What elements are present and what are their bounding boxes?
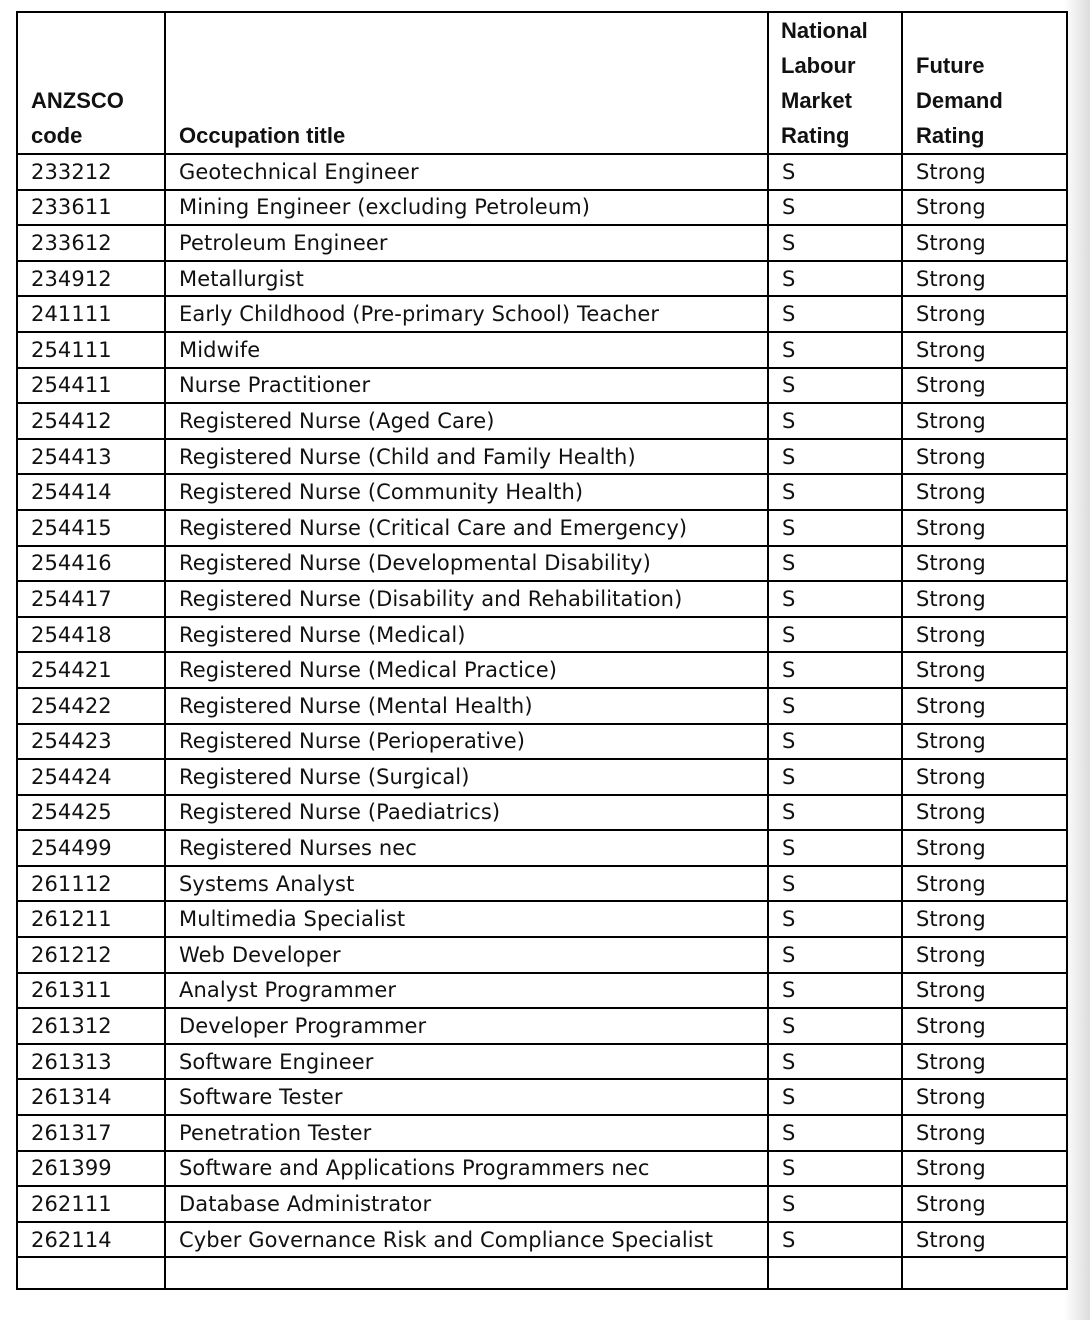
table-body	[17, 154, 1067, 1289]
national-rating-cell: S	[768, 190, 902, 226]
occupation-title-cell: Multimedia Specialist	[165, 901, 768, 937]
future-rating-cell: Strong	[902, 617, 1067, 653]
occupation-title-cell: Registered Nurse (Perioperative)	[165, 724, 768, 760]
table-row	[17, 225, 1067, 261]
occupation-title-cell: Systems Analyst	[165, 866, 768, 902]
occupation-title-cell: Registered Nurse (Surgical)	[165, 759, 768, 795]
table-row	[17, 901, 1067, 937]
national-rating-cell: S	[768, 759, 902, 795]
table-row	[17, 830, 1067, 866]
national-rating-cell: S	[768, 652, 902, 688]
table-row	[17, 1079, 1067, 1115]
header-national-labour-market-rating	[768, 12, 902, 154]
future-rating-cell: Strong	[902, 1222, 1067, 1258]
anzsco-code-cell: 233212	[17, 154, 165, 190]
future-rating-cell: Strong	[902, 225, 1067, 261]
national-rating-cell: S	[768, 154, 902, 190]
future-rating-cell: Strong	[902, 830, 1067, 866]
national-rating-cell: S	[768, 901, 902, 937]
occupation-title-cell: Registered Nurse (Paediatrics)	[165, 795, 768, 831]
future-rating-cell: Strong	[902, 190, 1067, 226]
occupation-title-cell: Midwife	[165, 332, 768, 368]
national-rating-cell: S	[768, 546, 902, 582]
table-row	[17, 795, 1067, 831]
future-rating-cell: Strong	[902, 688, 1067, 724]
national-rating-cell: S	[768, 1079, 902, 1115]
table-row	[17, 581, 1067, 617]
table-row	[17, 261, 1067, 297]
table-row	[17, 937, 1067, 973]
anzsco-code-cell: 261313	[17, 1044, 165, 1080]
national-rating-cell: S	[768, 688, 902, 724]
table-row	[17, 688, 1067, 724]
header-national-line2: Labour	[781, 53, 856, 78]
empty-cell	[768, 1257, 902, 1289]
empty-cell	[165, 1257, 768, 1289]
future-rating-cell: Strong	[902, 937, 1067, 973]
occupation-table	[16, 11, 1068, 1290]
national-rating-cell: S	[768, 617, 902, 653]
header-national-line1: National	[781, 18, 868, 43]
national-rating-cell: S	[768, 866, 902, 902]
anzsco-code-cell: 254422	[17, 688, 165, 724]
anzsco-code-cell: 261314	[17, 1079, 165, 1115]
anzsco-code-cell: 261211	[17, 901, 165, 937]
anzsco-code-cell: 262111	[17, 1186, 165, 1222]
future-rating-cell: Strong	[902, 1079, 1067, 1115]
table-row	[17, 724, 1067, 760]
table-row	[17, 154, 1067, 190]
national-rating-cell: S	[768, 1151, 902, 1187]
anzsco-code-cell: 254418	[17, 617, 165, 653]
national-rating-cell: S	[768, 261, 902, 297]
anzsco-code-cell: 233612	[17, 225, 165, 261]
future-rating-cell: Strong	[902, 546, 1067, 582]
national-rating-cell: S	[768, 937, 902, 973]
table-row	[17, 652, 1067, 688]
occupation-title-cell: Registered Nurse (Mental Health)	[165, 688, 768, 724]
future-rating-cell: Strong	[902, 154, 1067, 190]
occupation-title-cell: Early Childhood (Pre-primary School) Teacher	[165, 296, 768, 332]
anzsco-code-cell: 261312	[17, 1008, 165, 1044]
table-row	[17, 1008, 1067, 1044]
occupation-title-cell: Registered Nurse (Disability and Rehabilitation)	[165, 581, 768, 617]
table-row	[17, 973, 1067, 1009]
national-rating-cell: S	[768, 1222, 902, 1258]
header-national-line4: Rating	[781, 123, 850, 148]
anzsco-code-cell: 241111	[17, 296, 165, 332]
national-rating-cell: S	[768, 581, 902, 617]
future-rating-cell: Strong	[902, 724, 1067, 760]
header-future-line1: Future	[916, 53, 985, 78]
table-row	[17, 1115, 1067, 1151]
future-rating-cell: Strong	[902, 1044, 1067, 1080]
occupation-title-cell: Registered Nurse (Critical Care and Emergency)	[165, 510, 768, 546]
future-rating-cell: Strong	[902, 1115, 1067, 1151]
national-rating-cell: S	[768, 296, 902, 332]
occupation-title-cell: Mining Engineer (excluding Petroleum)	[165, 190, 768, 226]
future-rating-cell: Strong	[902, 439, 1067, 475]
anzsco-code-cell: 262114	[17, 1222, 165, 1258]
national-rating-cell: S	[768, 724, 902, 760]
anzsco-code-cell: 254111	[17, 332, 165, 368]
header-future-demand-rating	[902, 12, 1067, 154]
anzsco-code-cell: 254417	[17, 581, 165, 617]
table-row	[17, 190, 1067, 226]
header-anzsco-code	[17, 12, 165, 154]
table-row	[17, 866, 1067, 902]
anzsco-code-cell: 254416	[17, 546, 165, 582]
anzsco-code-cell: 254424	[17, 759, 165, 795]
table-row	[17, 759, 1067, 795]
anzsco-code-cell: 254411	[17, 368, 165, 404]
occupation-title-cell: Registered Nurse (Aged Care)	[165, 403, 768, 439]
future-rating-cell: Strong	[902, 332, 1067, 368]
table-row	[17, 546, 1067, 582]
header-anzsco-code-line2: code	[31, 123, 83, 148]
national-rating-cell: S	[768, 830, 902, 866]
table-row	[17, 332, 1067, 368]
occupation-title-cell: Registered Nurse (Developmental Disability)	[165, 546, 768, 582]
table-row-cut-off	[17, 1257, 1067, 1289]
future-rating-cell: Strong	[902, 759, 1067, 795]
national-rating-cell: S	[768, 1008, 902, 1044]
occupation-title-cell: Web Developer	[165, 937, 768, 973]
occupation-title-cell: Software and Applications Programmers nec	[165, 1151, 768, 1187]
table-row	[17, 368, 1067, 404]
national-rating-cell: S	[768, 403, 902, 439]
future-rating-cell: Strong	[902, 866, 1067, 902]
header-anzsco-code-line1: ANZSCO	[31, 88, 124, 113]
national-rating-cell: S	[768, 1186, 902, 1222]
header-occupation-title-text: Occupation title	[179, 123, 346, 148]
table-row	[17, 403, 1067, 439]
table-row	[17, 510, 1067, 546]
empty-cell	[17, 1257, 165, 1289]
occupation-title-cell: Database Administrator	[165, 1186, 768, 1222]
future-rating-cell: Strong	[902, 901, 1067, 937]
anzsco-code-cell: 261399	[17, 1151, 165, 1187]
anzsco-code-cell: 254414	[17, 474, 165, 510]
national-rating-cell: S	[768, 439, 902, 475]
occupation-title-cell: Registered Nurse (Medical Practice)	[165, 652, 768, 688]
anzsco-code-cell: 254421	[17, 652, 165, 688]
national-rating-cell: S	[768, 225, 902, 261]
national-rating-cell: S	[768, 332, 902, 368]
occupation-title-cell: Registered Nurse (Community Health)	[165, 474, 768, 510]
future-rating-cell: Strong	[902, 1151, 1067, 1187]
table-row	[17, 474, 1067, 510]
occupation-title-cell: Registered Nurse (Child and Family Health)	[165, 439, 768, 475]
occupation-title-cell: Software Engineer	[165, 1044, 768, 1080]
future-rating-cell: Strong	[902, 1008, 1067, 1044]
table-row	[17, 1186, 1067, 1222]
occupation-title-cell: Registered Nurses nec	[165, 830, 768, 866]
national-rating-cell: S	[768, 973, 902, 1009]
national-rating-cell: S	[768, 1115, 902, 1151]
national-rating-cell: S	[768, 795, 902, 831]
occupation-title-cell: Developer Programmer	[165, 1008, 768, 1044]
anzsco-code-cell: 261212	[17, 937, 165, 973]
anzsco-code-cell: 254412	[17, 403, 165, 439]
anzsco-code-cell: 261112	[17, 866, 165, 902]
empty-cell	[902, 1257, 1067, 1289]
occupation-title-cell: Analyst Programmer	[165, 973, 768, 1009]
national-rating-cell: S	[768, 368, 902, 404]
occupation-title-cell: Registered Nurse (Medical)	[165, 617, 768, 653]
future-rating-cell: Strong	[902, 795, 1067, 831]
occupation-title-cell: Penetration Tester	[165, 1115, 768, 1151]
anzsco-code-cell: 233611	[17, 190, 165, 226]
table-row	[17, 1222, 1067, 1258]
table-row	[17, 1151, 1067, 1187]
future-rating-cell: Strong	[902, 261, 1067, 297]
anzsco-code-cell: 254425	[17, 795, 165, 831]
future-rating-cell: Strong	[902, 973, 1067, 1009]
table-row	[17, 1044, 1067, 1080]
occupation-title-cell: Petroleum Engineer	[165, 225, 768, 261]
occupation-title-cell: Cyber Governance Risk and Compliance Specialist	[165, 1222, 768, 1258]
occupation-title-cell: Geotechnical Engineer	[165, 154, 768, 190]
future-rating-cell: Strong	[902, 510, 1067, 546]
table-row	[17, 439, 1067, 475]
anzsco-code-cell: 234912	[17, 261, 165, 297]
anzsco-code-cell: 261311	[17, 973, 165, 1009]
anzsco-code-cell: 254499	[17, 830, 165, 866]
anzsco-code-cell: 254423	[17, 724, 165, 760]
occupation-title-cell: Software Tester	[165, 1079, 768, 1115]
future-rating-cell: Strong	[902, 296, 1067, 332]
header-national-line3: Market	[781, 88, 852, 113]
occupation-title-cell: Nurse Practitioner	[165, 368, 768, 404]
future-rating-cell: Strong	[902, 474, 1067, 510]
anzsco-code-cell: 261317	[17, 1115, 165, 1151]
national-rating-cell: S	[768, 1044, 902, 1080]
anzsco-code-cell: 254413	[17, 439, 165, 475]
national-rating-cell: S	[768, 474, 902, 510]
future-rating-cell: Strong	[902, 368, 1067, 404]
occupation-title-cell: Metallurgist	[165, 261, 768, 297]
header-future-line2: Demand	[916, 88, 1003, 113]
table-row	[17, 617, 1067, 653]
future-rating-cell: Strong	[902, 1186, 1067, 1222]
table-header-row	[17, 12, 1067, 154]
header-occupation-title	[165, 12, 768, 154]
anzsco-code-cell: 254415	[17, 510, 165, 546]
future-rating-cell: Strong	[902, 403, 1067, 439]
header-future-line3: Rating	[916, 123, 985, 148]
table-row	[17, 296, 1067, 332]
national-rating-cell: S	[768, 510, 902, 546]
future-rating-cell: Strong	[902, 581, 1067, 617]
future-rating-cell: Strong	[902, 652, 1067, 688]
